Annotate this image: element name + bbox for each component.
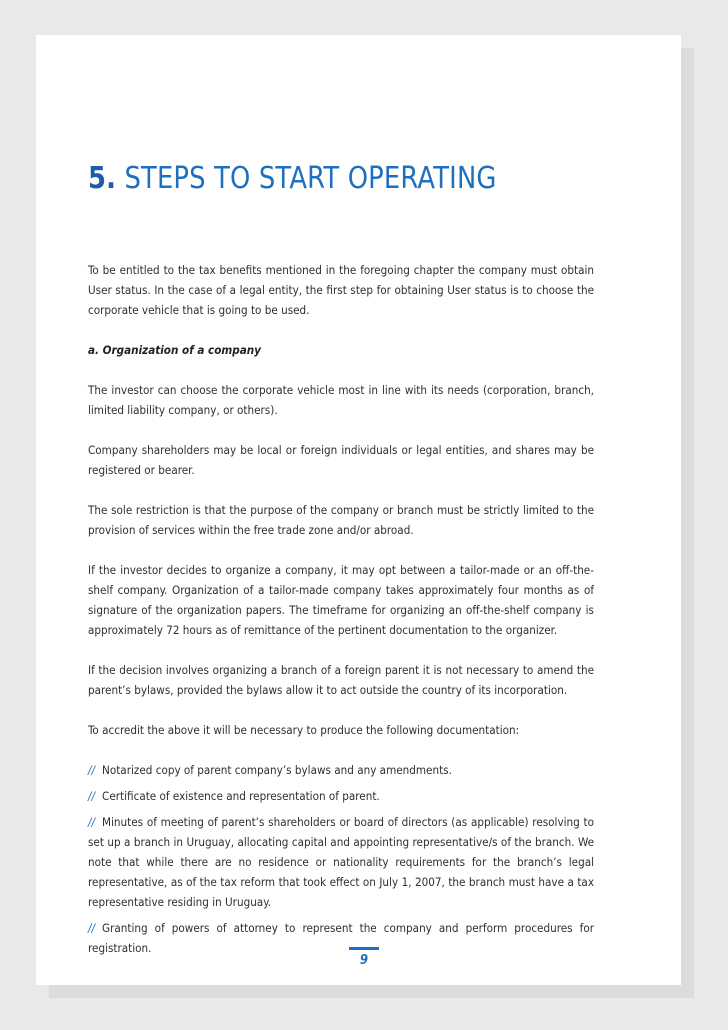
footer-rule <box>349 947 379 950</box>
list-marker: // <box>88 789 96 803</box>
paragraph: If the decision involves organizing a branch of a foreign parent it is not necessary to amend the parent’s bylaws, provided the bylaws allow it to act outside the country of its incorporation. <box>88 663 594 697</box>
paragraph: Company shareholders may be local or foreign individuals or legal entities, and shares may be registered or bearer. <box>88 443 594 477</box>
section-heading <box>88 161 497 196</box>
documentation-list <box>88 760 594 958</box>
list-item <box>88 760 594 780</box>
list-item <box>88 918 594 958</box>
list-marker: // <box>88 815 96 829</box>
page-number: 9 <box>359 953 369 968</box>
list-item-text: Minutes of meeting of parent’s shareholders or board of directors (as applicable) resolving to set up a branch in Uruguay, allocating capital and appointing representative/s of the branch. We note that while there are no residence or nationality requirements for the branch’s legal representative, as of the tax reform that took effect on July 1, 2007, the branch must have a tax representative residing in Uruguay. <box>88 815 594 909</box>
section-number: 5. <box>88 161 117 196</box>
list-marker: // <box>88 763 96 777</box>
list-item-text: Certificate of existence and representation of parent. <box>102 789 380 803</box>
intro-paragraph: To be entitled to the tax benefits mentioned in the foregoing chapter the company must obtain User status. In the case of a legal entity, the first step for obtaining User status is to choose the corporate vehicle that is going to be used. <box>88 263 594 317</box>
subheading: a. Organization of a company <box>88 343 261 357</box>
list-marker: // <box>88 921 96 935</box>
list-item <box>88 786 594 806</box>
document-page <box>36 35 681 985</box>
paragraph: The sole restriction is that the purpose of the company or branch must be strictly limited to the provision of services within the free trade zone and/or abroad. <box>88 503 594 537</box>
page-content <box>88 260 594 964</box>
paragraph: To accredit the above it will be necessary to produce the following documentation: <box>88 723 520 737</box>
paragraph: If the investor decides to organize a company, it may opt between a tailor-made or an off-the-shelf company. Organization of a tailor-made company takes approximately four months as of signature of the organization papers. The timeframe for organizing an off-the-shelf company is approximately 72 hours as of remittance of the pertinent documentation to the organizer. <box>88 563 594 637</box>
paragraph: The investor can choose the corporate vehicle most in line with its needs (corporation, branch, limited liability company, or others). <box>88 383 594 417</box>
list-item-text: Granting of powers of attorney to represent the company and perform procedures for registration. <box>88 921 594 955</box>
list-item-text: Notarized copy of parent company’s bylaws and any amendments. <box>102 763 452 777</box>
section-title: STEPS TO START OPERATING <box>124 161 497 196</box>
list-item <box>88 812 594 912</box>
